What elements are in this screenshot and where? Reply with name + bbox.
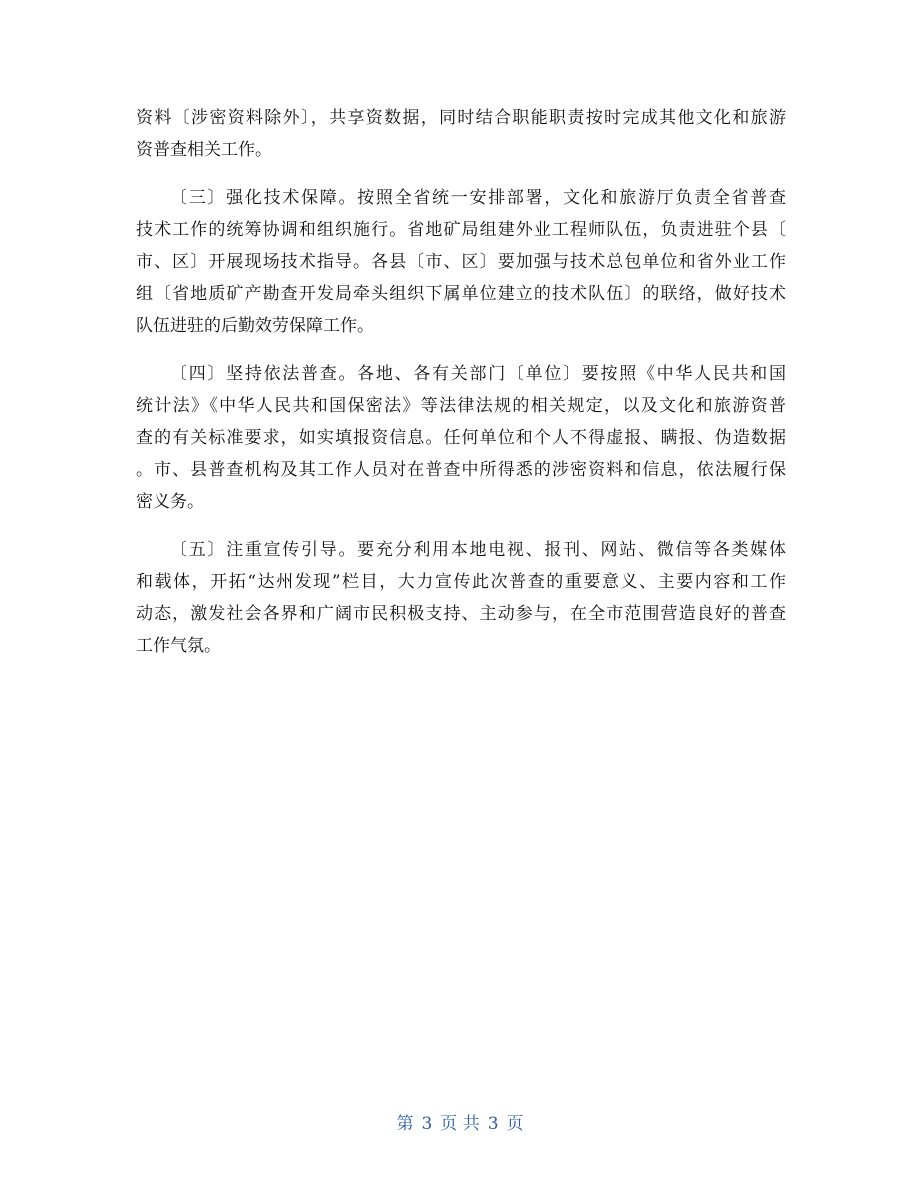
paragraph-4: [136, 534, 786, 662]
text-line: 〔四〕坚持依法普查。各地、各有关部门〔单位〕要按照《中华人民共和国: [170, 364, 786, 384]
document-body: [136, 102, 786, 662]
text-line: 。市、县普查机构及其工作人员对在普查中所得悉的涉密资料和信息，依法履行保: [136, 460, 786, 480]
text-line: 组〔省地质矿产勘查开发局牵头组织下属单位建立的技术队伍〕的联络，做好技术: [136, 284, 786, 304]
page-footer: [0, 1112, 920, 1136]
text-line: 统计法》《中华人民共和国保密法》等法律法规的相关规定，以及文化和旅游资普: [136, 396, 786, 416]
text-line: 密义务。: [136, 492, 204, 512]
text-line: 和载体，开拓“达州发现”栏目，大力宣传此次普查的重要意义、主要内容和工作: [136, 572, 786, 592]
text-line: 动态，激发社会各界和广阔市民积极支持、主动参与，在全市范围营造良好的普查: [136, 604, 786, 624]
text-line: 技术工作的统筹协调和组织施行。省地矿局组建外业工程师队伍，负责进驻个县〔: [136, 220, 786, 240]
text-line: 〔三〕强化技术保障。按照全省统一安排部署，文化和旅游厅负责全省普查: [170, 188, 786, 208]
paragraph-2: [136, 182, 786, 342]
paragraph-3: [136, 358, 786, 518]
footer-suffix: 页: [506, 1114, 524, 1134]
footer-page-number: 3: [421, 1114, 433, 1134]
text-line: 查的有关标准要求，如实填报资信息。任何单位和个人不得虚报、瞒报、伪造数据: [136, 428, 786, 448]
text-line: 工作气氛。: [136, 636, 221, 656]
text-line: 〔五〕注重宣传引导。要充分利用本地电视、报刊、网站、微信等各类媒体: [170, 540, 786, 560]
text-line: 市、区〕开展现场技术指导。各县〔市、区〕要加强与技术总包单位和省外业工作: [136, 252, 786, 272]
paragraph-1: [136, 102, 786, 166]
footer-middle: 页 共: [440, 1114, 480, 1134]
text-line: 资料〔涉密资料除外〕，共享资数据，同时结合职能职责按时完成其他文化和旅游: [136, 108, 786, 128]
footer-prefix: 第: [396, 1114, 414, 1134]
text-line: 资普查相关工作。: [136, 140, 272, 160]
footer-total-pages: 3: [487, 1114, 499, 1134]
text-line: 队伍进驻的后勤效劳保障工作。: [136, 316, 374, 336]
